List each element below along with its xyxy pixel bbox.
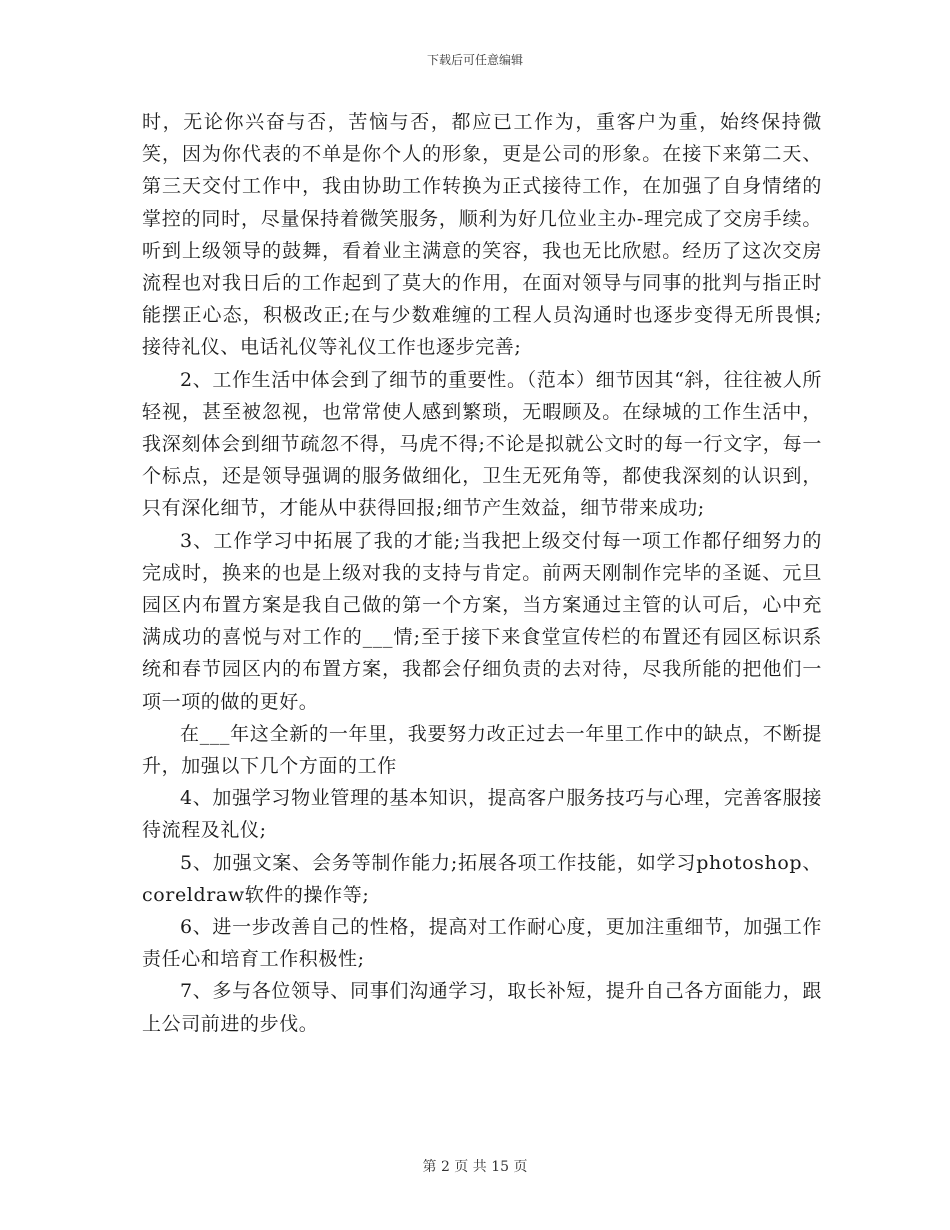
paragraph-item-3: 3、工作学习中拓展了我的才能;当我把上级交付每一项工作都仔细努力的完成时，换来的也是上级对我的支持与肯定。前两天刚制作完毕的圣诞、元旦园区内布置方案是我自己做的第一个方案，当方案通过主管的认可后，心中充满成功的喜悦与对工作的___情;至于接下来食堂宣传栏的布置还有园区标识系统和春节园区内的布置方案，我都会仔细负责的去对待，尽我所能的把他们一项一项的做的更好。 (142, 529, 822, 713)
page-header: 下载后可任意编辑 (426, 53, 523, 67)
paragraph-item-5: 5、加强文案、会务等制作能力;拓展各项工作技能，如学习photoshop、coreldraw软件的操作等; (142, 851, 822, 906)
paragraph-item-2: 2、工作生活中体会到了细节的重要性。（范本）细节因其“斜，往往被人所轻视，甚至被忽视，也常常使人感到繁琐，无暇顾及。在绿城的工作生活中，我深刻体会到细节疏忽不得，马虎不得;不论是拟就公文时的每一行文字，每一个标点，还是领导强调的服务做细化，卫生无死角等，都使我深刻的认识到，只有深化细节，才能从中获得回报;细节产生效益，细节带来成功; (142, 368, 822, 520)
document-body (142, 106, 822, 1040)
paragraph-continuation: 时，无论你兴奋与否，苦恼与否，都应已工作为，重客户为重，始终保持微笑，因为你代表的不单是你个人的形象，更是公司的形象。在接下来第二天、第三天交付工作中，我由协助工作转换为正式接待工作，在加强了自身情绪的掌控的同时，尽量保持着微笑服务，顺利为好几位业主办-理完成了交房手续。听到上级领导的鼓舞，看着业主满意的笑容，我也无比欣慰。经历了这次交房流程也对我日后的工作起到了莫大的作用，在面对领导与同事的批判与指正时能摆正心态，积极改正;在与少数难缠的工程人员沟通时也逐步变得无所畏惧;接待礼仪、电话礼仪等礼仪工作也逐步完善; (142, 111, 822, 359)
paragraph-item-7: 7、多与各位领导、同事们沟通学习，取长补短，提升自己各方面能力，跟上公司前进的步伐。 (142, 980, 822, 1035)
paragraph-item-6: 6、进一步改善自己的性格，提高对工作耐心度，更加注重细节，加强工作责任心和培育工作积极性; (142, 916, 822, 971)
paragraph-item-4: 4、加强学习物业管理的基本知识，提高客户服务技巧与心理，完善客服接待流程及礼仪; (142, 787, 822, 842)
paragraph-new-year-intro: 在___年这全新的一年里，我要努力改正过去一年里工作中的缺点，不断提升，加强以下几个方面的工作 (142, 722, 822, 778)
page-number: 第 2 页 共 15 页 (422, 1159, 528, 1175)
